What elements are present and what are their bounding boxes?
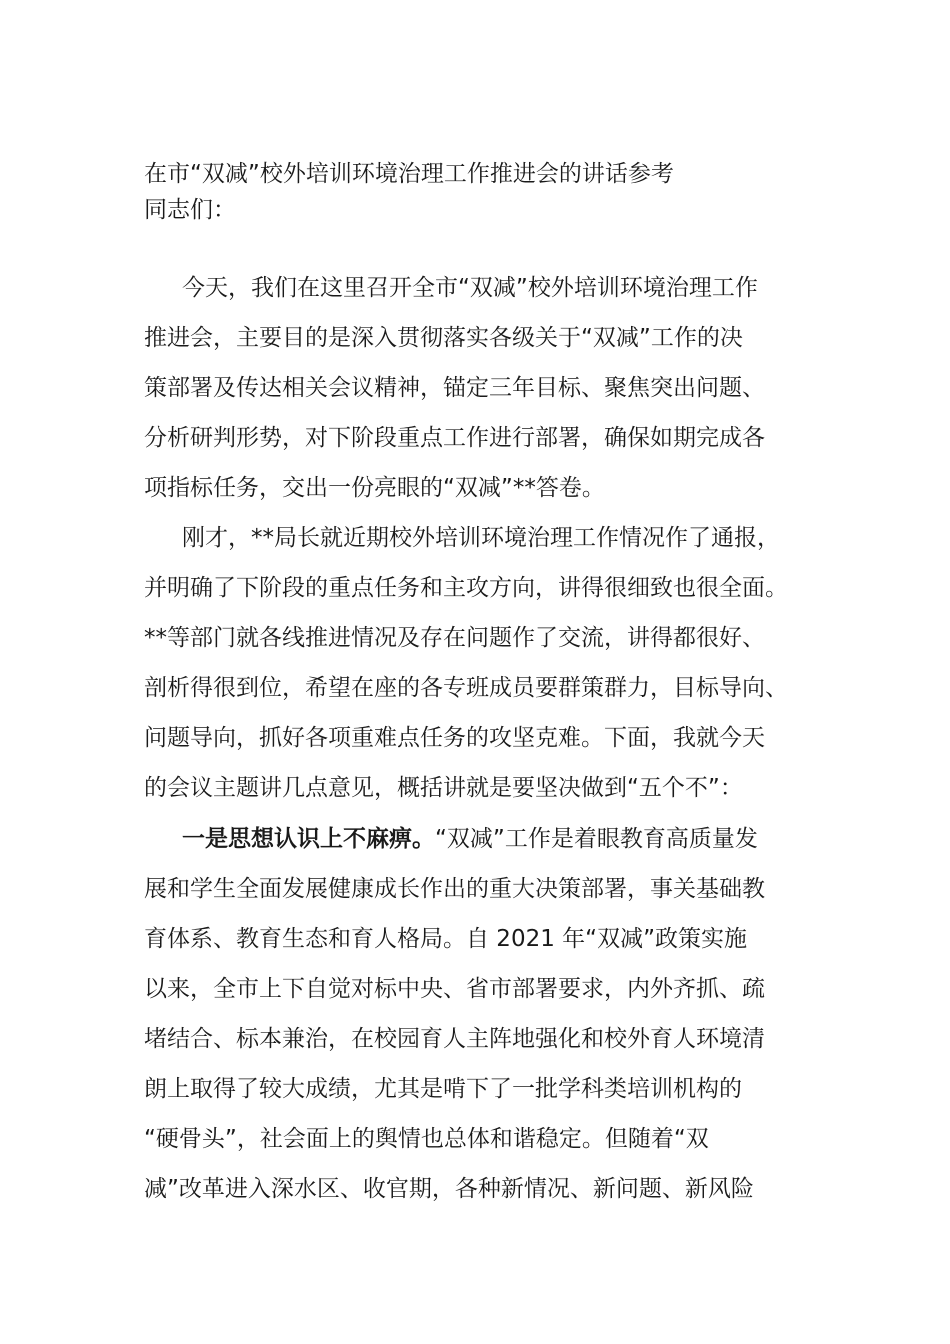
paragraph-line: 堵结合、标本兼治，在校园育人主阵地强化和校外育人环境清 bbox=[144, 1026, 765, 1052]
paragraph-line: **等部门就各线推进情况及存在问题作了交流，讲得都很好、 bbox=[144, 625, 765, 651]
paragraph-line: 刚才，**局长就近期校外培训环境治理工作情况作了通报， bbox=[182, 525, 780, 551]
paragraph-line: 问题导向，抓好各项重难点任务的攻坚克难。下面，我就今天 bbox=[144, 725, 765, 751]
paragraph-line: 并明确了下阶段的重点任务和主攻方向，讲得很细致也很全面。 bbox=[144, 575, 788, 601]
paragraph-line: 以来，全市上下自觉对标中央、省市部署要求，内外齐抓、疏 bbox=[144, 976, 765, 1002]
paragraph-line: 朗上取得了较大成绩，尤其是啃下了一批学科类培训机构的 bbox=[144, 1076, 742, 1102]
section-first-line bbox=[182, 822, 758, 856]
salutation: 同志们： bbox=[144, 197, 236, 223]
paragraph-line: 减”改革进入深水区、收官期，各种新情况、新问题、新风险 bbox=[144, 1176, 754, 1202]
paragraph-line: 展和学生全面发展健康成长作出的重大决策部署，事关基础教 bbox=[144, 876, 765, 902]
paragraph-line: 项指标任务，交出一份亮眼的“双减”**答卷。 bbox=[144, 475, 605, 501]
document-title: 在市“双减”校外培训环境治理工作推进会的讲话参考 bbox=[144, 161, 674, 187]
paragraph-line: 策部署及传达相关会议精神，锚定三年目标、聚焦突出问题、 bbox=[144, 375, 765, 401]
section-text: “双减”工作是着眼教育高质量发 bbox=[435, 826, 758, 852]
paragraph-line: 剖析得很到位，希望在座的各专班成员要群策群力，目标导向、 bbox=[144, 675, 788, 701]
paragraph-line: “硬骨头”，社会面上的舆情也总体和谐稳定。但随着“双 bbox=[144, 1126, 709, 1152]
paragraph-line: 的会议主题讲几点意见，概括讲就是要坚决做到“五个不”： bbox=[144, 775, 743, 801]
paragraph-line: 今天，我们在这里召开全市“双减”校外培训环境治理工作 bbox=[182, 275, 758, 301]
section-heading: 一是思想认识上不麻痹。 bbox=[182, 826, 435, 852]
paragraph-line: 推进会，主要目的是深入贯彻落实各级关于“双减”工作的决 bbox=[144, 325, 743, 351]
paragraph-line: 分析研判形势，对下阶段重点工作进行部署，确保如期完成各 bbox=[144, 425, 765, 451]
paragraph-line: 育体系、教育生态和育人格局。自 2021 年“双减”政策实施 bbox=[144, 926, 747, 952]
